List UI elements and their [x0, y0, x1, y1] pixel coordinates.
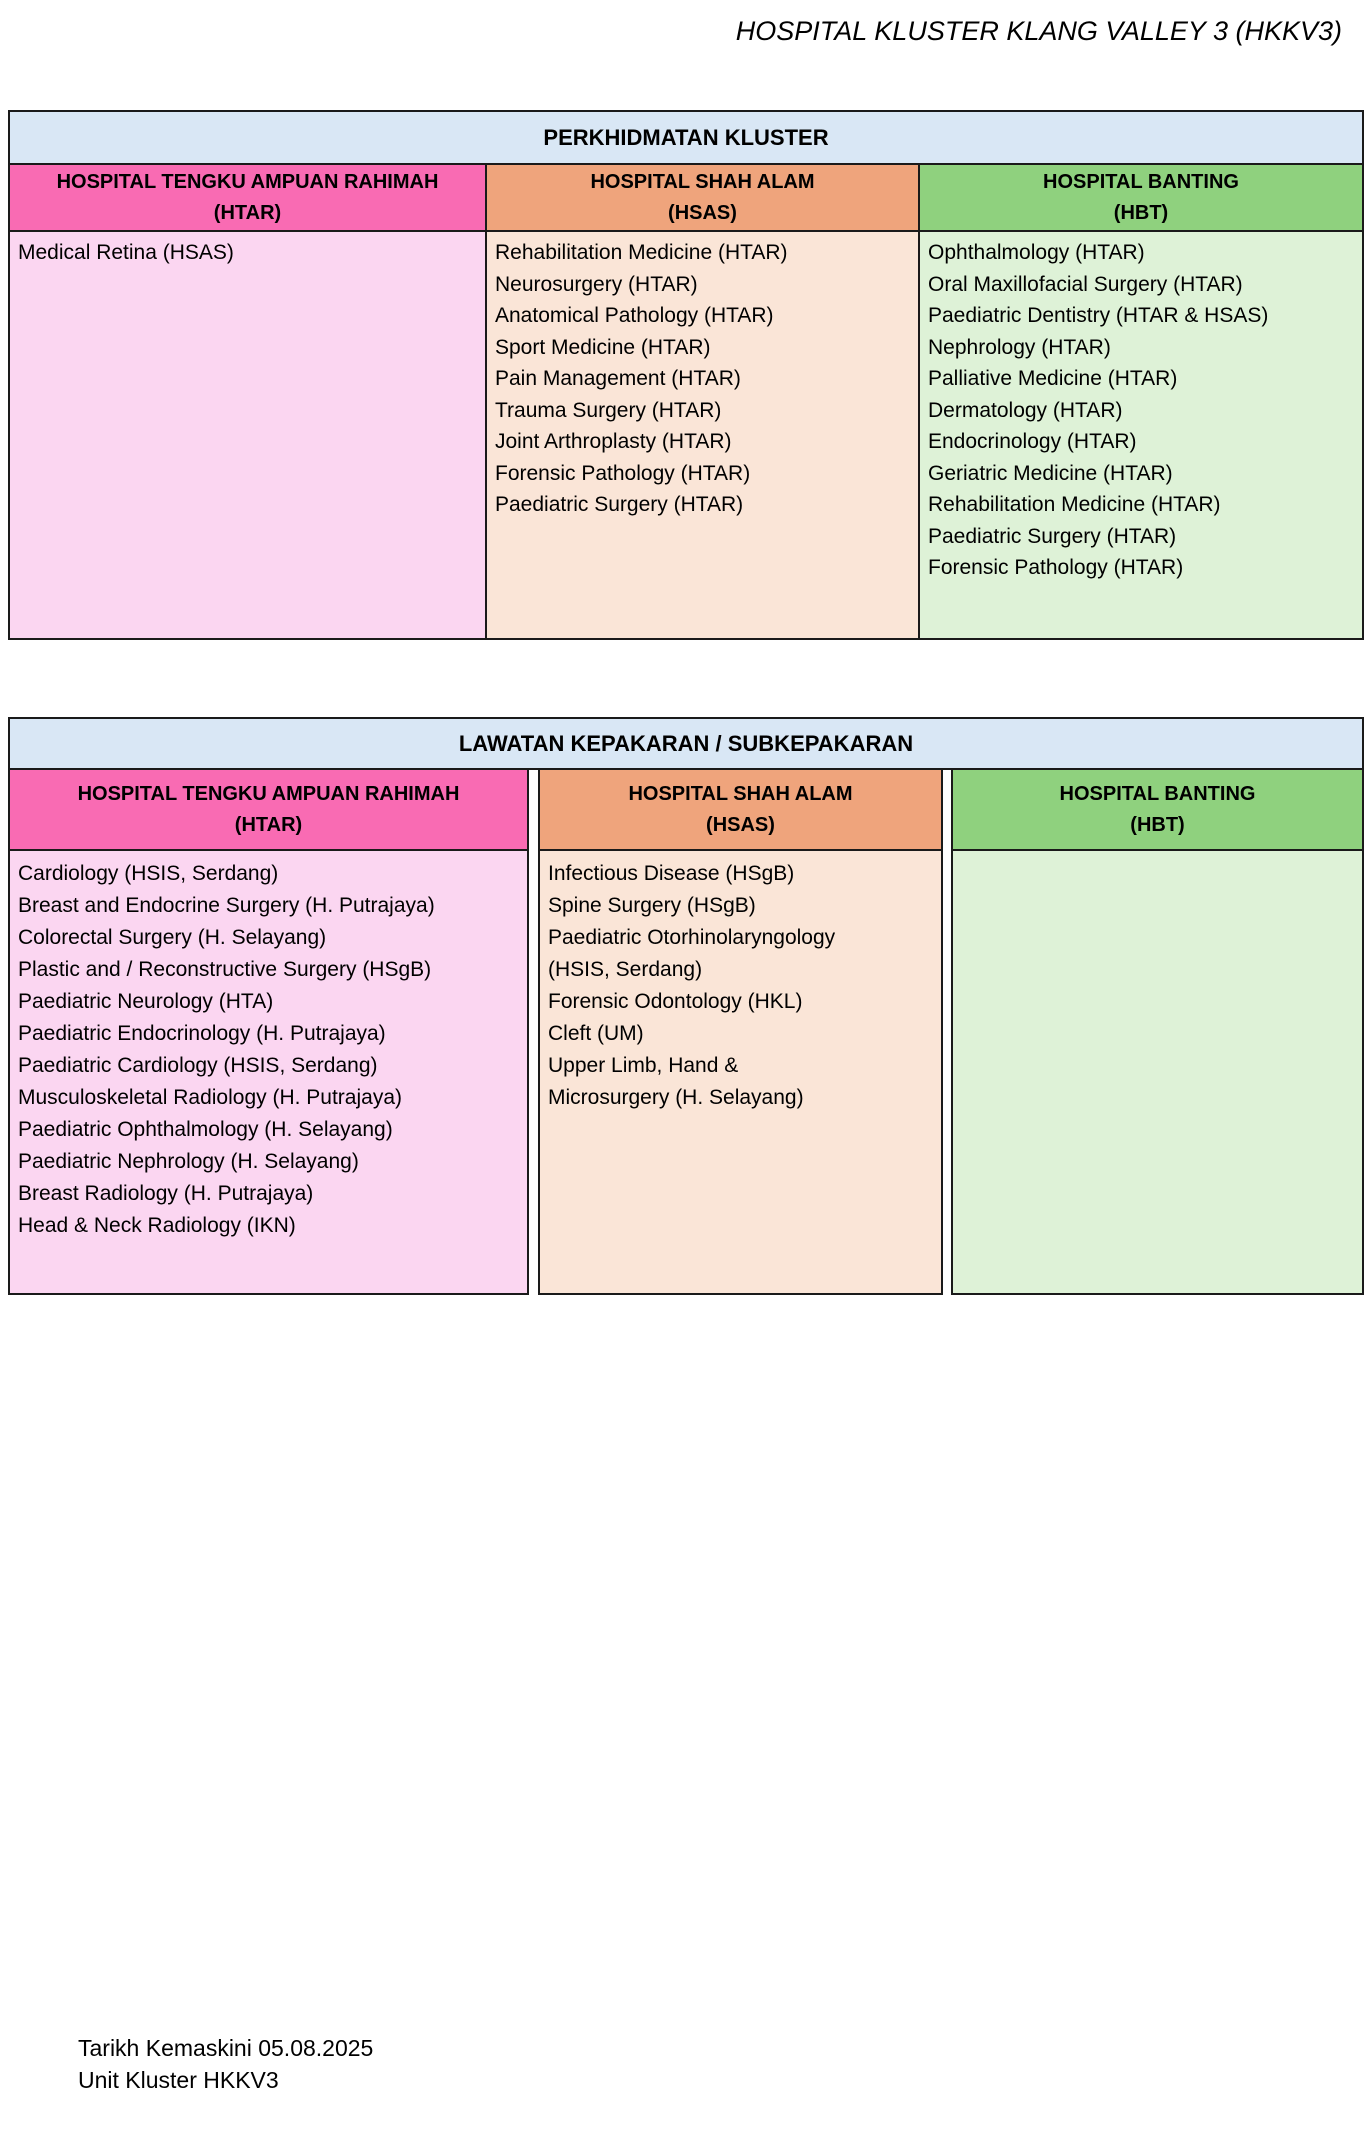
lawatan-kepakaran-title: LAWATAN KEPAKARAN / SUBKEPAKARAN	[8, 717, 1364, 770]
lawatan-column-hsas	[538, 768, 943, 1295]
service-item: Head & Neck Radiology (IKN)	[18, 1214, 296, 1237]
service-item: Infectious Disease (HSgB)	[548, 862, 795, 885]
column-header-hbt	[951, 768, 1364, 851]
service-item: Paediatric Nephrology (H. Selayang)	[18, 1150, 359, 1173]
hospital-name: HOSPITAL TENGKU AMPUAN RAHIMAH	[56, 170, 439, 193]
service-item: Upper Limb, Hand &	[548, 1054, 739, 1077]
perkhidmatan-kluster-table	[8, 110, 1364, 640]
service-item: Cleft (UM)	[548, 1022, 644, 1045]
services-list-hbt	[951, 849, 1364, 1295]
service-item: Forensic Pathology (HTAR)	[928, 556, 1184, 579]
lawatan-column-hbt	[951, 768, 1364, 1295]
hospital-name: HOSPITAL BANTING	[1043, 170, 1239, 193]
service-item: Ophthalmology (HTAR)	[928, 241, 1145, 264]
service-item: Anatomical Pathology (HTAR)	[495, 304, 774, 327]
services-list-htar	[8, 230, 487, 640]
column-header-hsas	[485, 163, 920, 232]
service-item: Dermatology (HTAR)	[928, 398, 1123, 422]
service-item: Breast Radiology (H. Putrajaya)	[18, 1182, 314, 1205]
service-item: Forensic Pathology (HTAR)	[495, 461, 751, 485]
hospital-name: HOSPITAL SHAH ALAM	[590, 170, 815, 193]
lawatan-kepakaran-table	[8, 717, 1364, 1295]
service-item: Oral Maxillofacial Surgery (HTAR)	[928, 272, 1243, 296]
service-item: Rehabilitation Medicine (HTAR)	[495, 241, 788, 264]
footer-date: Tarikh Kemaskini 05.08.2025	[78, 2035, 374, 2061]
service-item: Joint Arthroplasty (HTAR)	[495, 430, 732, 453]
hospital-abbr: (HBT)	[1130, 813, 1185, 836]
services-list-htar	[8, 849, 529, 1295]
hospital-abbr: (HBT)	[1113, 201, 1169, 224]
service-item: Plastic and / Reconstructive Surgery (HSgB)	[18, 958, 432, 981]
column-header-htar	[8, 163, 487, 232]
footer-unit: Unit Kluster HKKV3	[78, 2067, 279, 2093]
hospital-abbr: (HTAR)	[213, 201, 282, 224]
service-item: Paediatric Dentistry (HTAR & HSAS)	[928, 304, 1269, 327]
service-item: Pain Management (HTAR)	[495, 367, 741, 390]
service-item: Palliative Medicine (HTAR)	[928, 367, 1178, 390]
services-list-hsas	[485, 230, 920, 640]
service-item: Geriatric Medicine (HTAR)	[928, 461, 1173, 485]
service-item: Paediatric Surgery (HTAR)	[495, 493, 744, 516]
service-item: (HSIS, Serdang)	[548, 958, 703, 981]
service-item: Microsurgery (H. Selayang)	[548, 1086, 804, 1109]
column-header-hsas	[538, 768, 943, 851]
hospital-abbr: (HTAR)	[234, 813, 303, 836]
lawatan-column-htar	[8, 768, 529, 1295]
service-item: Rehabilitation Medicine (HTAR)	[928, 493, 1221, 516]
service-item: Paediatric Surgery (HTAR)	[928, 524, 1177, 548]
document-title: HOSPITAL KLUSTER KLANG VALLEY 3 (HKKV3)	[735, 16, 1342, 46]
hospital-name: HOSPITAL TENGKU AMPUAN RAHIMAH	[77, 782, 460, 805]
service-item: Trauma Surgery (HTAR)	[495, 398, 722, 422]
hospital-name: HOSPITAL SHAH ALAM	[628, 782, 853, 805]
service-item: Neurosurgery (HTAR)	[495, 272, 698, 296]
perkhidmatan-column-htar	[8, 163, 487, 640]
perkhidmatan-column-hbt	[918, 163, 1364, 640]
service-item: Paediatric Ophthalmology (H. Selayang)	[18, 1118, 393, 1141]
footer	[78, 2032, 373, 2096]
column-header-htar	[8, 768, 529, 851]
lawatan-columns	[8, 768, 1364, 1295]
hospital-abbr: (HSAS)	[668, 201, 737, 224]
services-list-hsas	[538, 849, 943, 1295]
service-item: Sport Medicine (HTAR)	[495, 335, 711, 359]
column-header-hbt	[918, 163, 1364, 232]
service-item: Medical Retina (HSAS)	[18, 241, 234, 264]
perkhidmatan-column-hsas	[485, 163, 920, 640]
services-list-hbt	[918, 230, 1364, 640]
service-item: Forensic Odontology (HKL)	[548, 990, 803, 1013]
service-item: Spine Surgery (HSgB)	[548, 894, 756, 917]
service-item: Colorectal Surgery (H. Selayang)	[18, 926, 327, 949]
service-item: Musculoskeletal Radiology (H. Putrajaya)	[18, 1086, 402, 1109]
service-item: Endocrinology (HTAR)	[928, 430, 1137, 453]
service-item: Nephrology (HTAR)	[928, 335, 1111, 359]
service-item: Cardiology (HSIS, Serdang)	[18, 862, 279, 885]
perkhidmatan-kluster-title: PERKHIDMATAN KLUSTER	[8, 110, 1364, 165]
service-item: Paediatric Endocrinology (H. Putrajaya)	[18, 1022, 386, 1045]
perkhidmatan-columns	[8, 163, 1364, 640]
service-item: Paediatric Otorhinolaryngology	[548, 926, 836, 949]
service-item: Paediatric Neurology (HTA)	[18, 990, 274, 1013]
hospital-name: HOSPITAL BANTING	[1059, 782, 1256, 805]
hospital-abbr: (HSAS)	[706, 813, 775, 836]
service-item: Breast and Endocrine Surgery (H. Putrajaya)	[18, 894, 435, 917]
service-item: Paediatric Cardiology (HSIS, Serdang)	[18, 1054, 378, 1077]
